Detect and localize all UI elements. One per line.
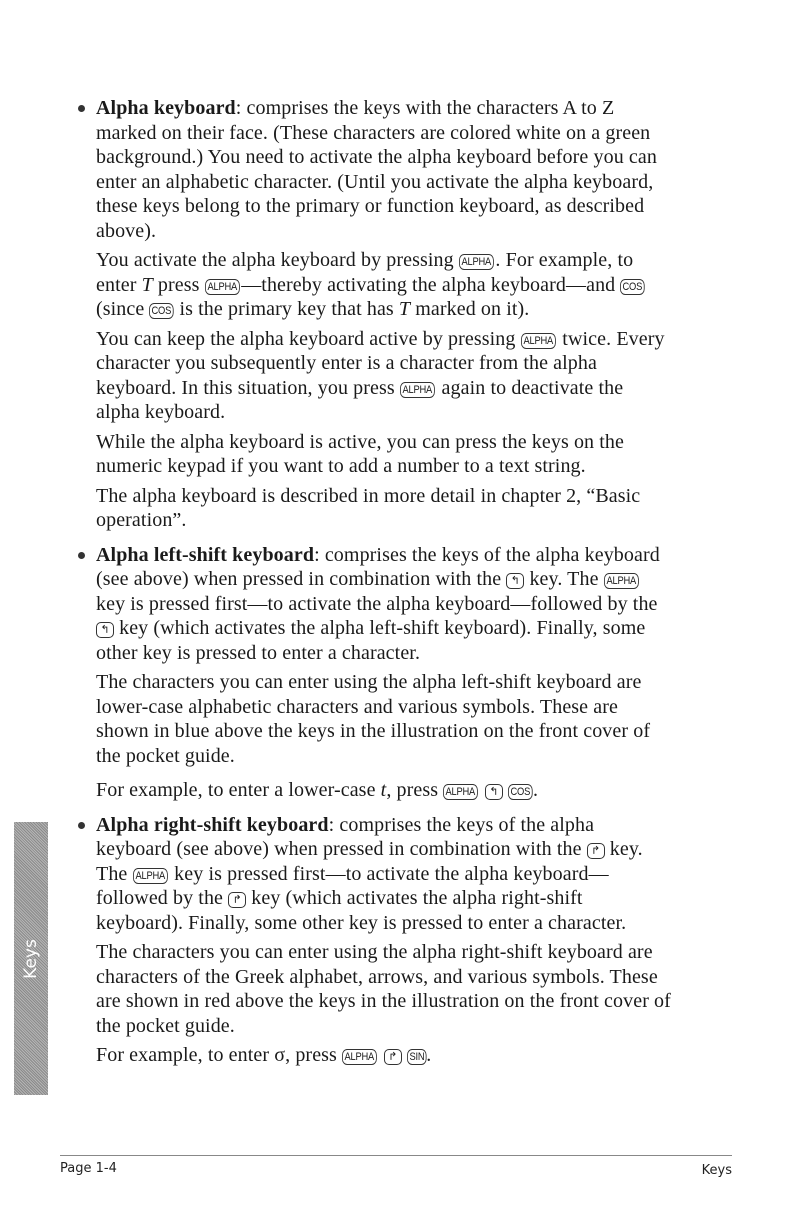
key-alpha-icon: ALPHA — [400, 382, 434, 398]
text-run: other key is pressed to enter a character. — [96, 641, 421, 664]
text-line — [96, 616, 736, 641]
text-line — [96, 194, 736, 219]
key-cos-icon: COS — [149, 303, 174, 319]
text-run: For example, to enter σ, press — [96, 1044, 343, 1066]
text-line — [96, 170, 736, 195]
section-tab — [14, 822, 48, 1095]
bullet-item — [96, 543, 736, 803]
term-heading: Alpha keyboard — [96, 97, 236, 119]
text-run: keyboard). Finally, some other key is pressed to enter a character. — [96, 911, 627, 934]
key-alpha-icon: ALPHA — [604, 573, 638, 589]
left-shift-key-icon: ↰ — [96, 622, 114, 638]
text-run: key. — [604, 838, 643, 860]
right-shift-key-icon: ↱ — [587, 843, 605, 859]
italic-text: T — [398, 298, 411, 320]
key-cos-icon: COS — [620, 279, 645, 295]
text-line — [96, 484, 736, 509]
text-run: numeric keypad if you want to add a number to a text string. — [96, 455, 586, 477]
text-line — [96, 543, 736, 568]
key-sin-icon: SIN — [407, 1049, 427, 1065]
footer-divider — [60, 1155, 732, 1156]
text-run: the pocket guide. — [96, 744, 235, 767]
text-line — [96, 965, 736, 990]
text-run: The characters you can enter using the alpha left-shift keyboard are — [96, 671, 642, 693]
bullet-icon — [78, 822, 85, 829]
text-line — [96, 778, 736, 803]
text-run: followed by the — [96, 887, 229, 909]
paragraph — [96, 670, 736, 768]
text-line — [96, 592, 736, 617]
italic-text: t — [380, 779, 387, 801]
text-line — [96, 719, 736, 744]
text-run: key is pressed first—to activate the alpha keyboard—followed by the — [96, 592, 658, 615]
paragraph — [96, 327, 736, 425]
text-run: marked on their face. (These characters are colored white on a green — [96, 121, 651, 144]
text-run: background.) You need to activate the alpha keyboard before you can — [96, 146, 657, 168]
paragraph — [96, 430, 736, 479]
text-run: : comprises the keys of the alpha — [328, 813, 595, 836]
text-run — [379, 1044, 384, 1066]
text-line — [96, 400, 736, 425]
text-run: again to deactivate the — [436, 376, 624, 399]
text-run: While the alpha keyboard is active, you can press the keys on the — [96, 430, 624, 453]
paragraph — [96, 813, 736, 936]
text-line — [96, 911, 736, 936]
left-shift-key-icon: ↰ — [485, 784, 503, 800]
text-line — [96, 1043, 736, 1068]
bullet-icon — [78, 552, 85, 559]
paragraph — [96, 778, 736, 803]
text-run: is the primary key that has — [174, 298, 399, 320]
text-run: . — [532, 779, 539, 801]
text-run: You activate the alpha keyboard by pressing — [96, 249, 459, 271]
text-line — [96, 641, 736, 666]
key-alpha-icon: ALPHA — [521, 333, 555, 349]
key-cos-icon: COS — [508, 784, 533, 800]
text-line — [96, 297, 736, 322]
text-run: marked on it). — [410, 298, 530, 320]
key-alpha-icon: ALPHA — [133, 868, 167, 884]
text-run: keyboard (see above) when pressed in combination with the — [96, 838, 587, 860]
page-number: Page 1-4 — [60, 1161, 117, 1176]
bullet-item — [96, 813, 736, 1068]
text-run: (since — [96, 298, 150, 320]
text-line — [96, 430, 736, 455]
text-run: . — [426, 1044, 432, 1066]
paragraph — [96, 96, 736, 243]
text-line — [96, 96, 736, 121]
text-run: : comprises the keys of the alpha keyboard — [314, 543, 660, 566]
bullet-icon — [78, 105, 85, 112]
text-run: these keys belong to the primary or function keyboard, as described — [96, 195, 645, 217]
text-run: For example, to enter a lower-case — [96, 779, 381, 801]
text-run: twice. Every — [557, 327, 665, 350]
text-run: keyboard. In this situation, you press — [96, 376, 400, 399]
text-line — [96, 744, 736, 769]
paragraph — [96, 543, 736, 666]
text-line — [96, 376, 736, 401]
key-alpha-icon: ALPHA — [205, 279, 239, 295]
text-run: key (which activates the alpha right-shift — [246, 887, 583, 909]
text-line — [96, 121, 736, 146]
term-heading: Alpha right-shift keyboard — [96, 813, 329, 836]
term-heading: Alpha left-shift keyboard — [96, 543, 315, 566]
section-tab-label: Keys — [21, 938, 41, 979]
text-run: key (which activates the alpha left-shift keyboard). Finally, some — [114, 617, 646, 639]
bullet-item — [96, 96, 736, 533]
text-run: the pocket guide. — [96, 1014, 235, 1037]
text-line — [96, 327, 736, 352]
text-run: enter — [96, 273, 142, 296]
text-line — [96, 989, 736, 1014]
text-line — [96, 695, 736, 720]
footer-section-title: Keys — [701, 1163, 732, 1178]
text-run: The alpha keyboard is described in more detail in chapter 2, “Basic — [96, 484, 641, 507]
text-line — [96, 145, 736, 170]
text-line — [96, 940, 736, 965]
text-run: characters of the Greek alphabet, arrows, and various symbols. These — [96, 965, 658, 988]
text-run: key. The — [524, 568, 604, 590]
text-run: You can keep the alpha keyboard active by pressing — [96, 327, 521, 350]
italic-text: T — [141, 273, 153, 296]
text-line — [96, 813, 736, 838]
text-run: —thereby activating the alpha keyboard—and — [241, 273, 621, 296]
text-run: key is pressed first—to activate the alpha keyboard— — [169, 862, 609, 885]
text-line — [96, 219, 736, 244]
text-run: are shown in red above the keys in the illustration on the front cover of — [96, 990, 671, 1012]
paragraph — [96, 248, 736, 322]
key-alpha-icon: ALPHA — [443, 784, 477, 800]
text-line — [96, 567, 736, 592]
left-shift-key-icon: ↰ — [506, 573, 524, 589]
key-alpha-icon: ALPHA — [459, 254, 493, 270]
text-run: (see above) when pressed in combination with the — [96, 568, 507, 590]
text-run: alpha keyboard. — [96, 401, 226, 423]
text-run: . For example, to — [495, 249, 634, 271]
paragraph — [96, 1043, 736, 1068]
text-run: shown in blue above the keys in the illustration on the front cover of — [96, 720, 651, 742]
paragraph — [96, 940, 736, 1038]
text-line — [96, 670, 736, 695]
text-line — [96, 862, 736, 887]
text-run: press — [152, 273, 205, 296]
text-run: operation”. — [96, 509, 187, 531]
paragraph — [96, 484, 736, 533]
text-run: The characters you can enter using the alpha right-shift keyboard are — [96, 941, 653, 963]
text-line — [96, 351, 736, 376]
key-alpha-icon: ALPHA — [342, 1049, 376, 1065]
text-line — [96, 454, 736, 479]
text-line — [96, 886, 736, 911]
text-line — [96, 508, 736, 533]
text-run: above). — [96, 219, 157, 242]
text-line — [96, 248, 736, 273]
right-shift-key-icon: ↱ — [228, 892, 246, 908]
text-run: , press — [386, 779, 444, 801]
text-line — [96, 273, 736, 298]
text-line — [96, 1014, 736, 1039]
text-line — [96, 837, 736, 862]
text-run: lower-case alphabetic characters and various symbols. These are — [96, 695, 618, 718]
right-shift-key-icon: ↱ — [384, 1049, 402, 1065]
text-run: enter an alphabetic character. (Until you activate the alpha keyboard, — [96, 170, 654, 193]
text-run: character you subsequently enter is a character from the alpha — [96, 352, 597, 374]
text-run: The — [96, 862, 133, 885]
text-run: : comprises the keys with the characters A to Z — [235, 97, 615, 119]
page-body — [96, 96, 736, 1078]
